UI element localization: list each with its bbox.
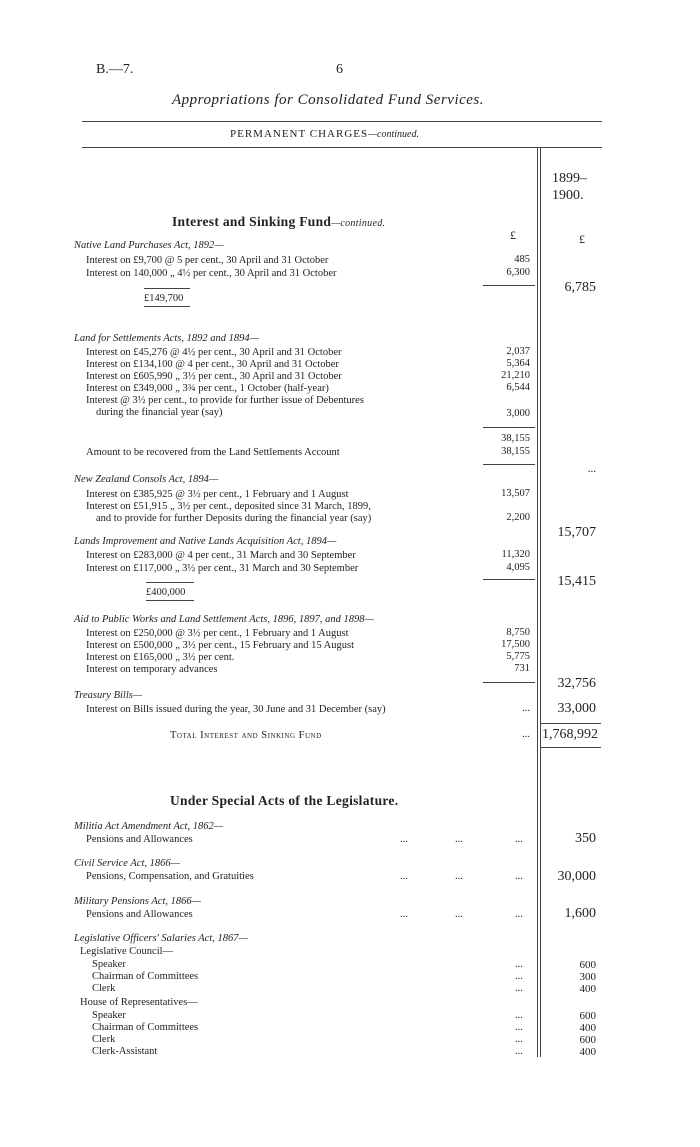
line-item: Interest on £9,700 @ 5 per cent., 30 April and 31 October [86, 255, 329, 266]
act-heading: Aid to Public Works and Land Settlement Acts, 1896, 1897, and 1898— [74, 614, 374, 625]
pound-sign: £ [510, 228, 516, 242]
leader-dots: ... [515, 983, 523, 994]
amount: 5,775 [506, 651, 530, 662]
line-item: and to provide for further Deposits during the financial year (say) [96, 513, 372, 524]
rule [483, 682, 535, 683]
grand-total: 1,768,992 [542, 727, 598, 742]
line-item: Interest on £51,915 „ 3½ per cent., deposited since 31 March, 1899, [86, 501, 371, 512]
year-column-header: 1899– 1900. [552, 171, 587, 203]
leader-dots: ... [455, 871, 463, 882]
year-total: 600 [579, 1010, 596, 1022]
line-item: Clerk [92, 1034, 116, 1045]
rule [82, 147, 602, 148]
amount: 8,750 [506, 627, 530, 638]
amount: 38,155 [501, 446, 530, 457]
rule [483, 427, 535, 428]
line-item: Interest on Bills issued during the year, 30 June and 31 December (say) [86, 704, 386, 715]
year-total: 600 [579, 1034, 596, 1046]
act-heading: Land for Settlements Acts, 1892 and 1894— [74, 333, 260, 344]
subtotal: 38,155 [501, 433, 530, 444]
leader-dots: ... [515, 871, 523, 882]
leader-dots: ... [400, 834, 408, 845]
rule [483, 464, 535, 465]
leader-dots: ... [515, 1010, 523, 1021]
line-item: Interest on £283,000 @ 4 per cent., 31 March and 30 September [86, 550, 356, 561]
principal-total: £149,700 [144, 293, 184, 304]
leader-dots: ... [400, 871, 408, 882]
amount: 4,095 [506, 562, 530, 573]
grand-total-label: Total Interest and Sinking Fund [170, 730, 322, 741]
year-total: 33,000 [557, 701, 596, 716]
amount: 13,507 [501, 488, 530, 499]
line-item: during the financial year (say) [96, 407, 223, 418]
act-heading: Military Pensions Act, 1866— [74, 896, 201, 907]
line-item: Interest on £45,276 @ 4½ per cent., 30 April and 31 October [86, 347, 342, 358]
leader-dots: ... [400, 909, 408, 920]
year-total: 6,785 [564, 280, 596, 295]
line-item: Interest on 140,000 „ 4½ per cent., 30 April and 31 October [86, 268, 337, 279]
rule [146, 582, 194, 583]
column-divider [540, 147, 541, 1057]
amount: 3,000 [506, 408, 530, 419]
act-heading: Native Land Purchases Act, 1892— [74, 240, 224, 251]
page-title: Appropriations for Consolidated Fund Services. [172, 92, 485, 108]
leader-dots: ... [515, 971, 523, 982]
line-item: Interest on £349,000 „ 3¾ per cent., 1 October (half-year) [86, 383, 329, 394]
amount: ... [522, 729, 530, 740]
year-total: 15,707 [557, 525, 596, 540]
amount: 6,544 [506, 382, 530, 393]
leader-dots: ... [515, 1046, 523, 1057]
amount: ... [522, 703, 530, 714]
line-item: Interest on £500,000 „ 3½ per cent., 15 February and 15 August [86, 640, 354, 651]
amount: 6,300 [506, 267, 530, 278]
amount: 2,200 [506, 512, 530, 523]
amount: 11,320 [501, 549, 530, 560]
leader-dots: ... [515, 1034, 523, 1045]
year-total: 350 [575, 831, 596, 846]
rule [82, 121, 602, 122]
year-total: 15,415 [557, 574, 596, 589]
year-total: 1,600 [564, 906, 596, 921]
leader-dots: ... [515, 1022, 523, 1033]
line-item: Interest on £385,925 @ 3½ per cent., 1 February and 1 August [86, 489, 349, 500]
line-item: Chairman of Committees [92, 971, 199, 982]
leader-dots: ... [515, 909, 523, 920]
line-item: Clerk [92, 983, 116, 994]
year-total: 400 [579, 1046, 596, 1058]
line-item: Pensions, Compensation, and Gratuities [86, 871, 254, 882]
rule [146, 600, 194, 601]
amount: 731 [514, 663, 530, 674]
act-heading: Treasury Bills— [74, 690, 143, 701]
amount: 5,364 [506, 358, 530, 369]
line-item: Interest on £117,000 „ 3½ per cent., 31 March and 30 September [86, 563, 359, 574]
rule [541, 747, 601, 748]
amount: 485 [514, 254, 530, 265]
amount: 17,500 [501, 639, 530, 650]
rule [541, 723, 601, 724]
year-total: 400 [579, 1022, 596, 1034]
act-heading: Lands Improvement and Native Lands Acquisition Act, 1894— [74, 536, 337, 547]
subheading: Legislative Council— [80, 946, 174, 957]
act-heading: New Zealand Consols Act, 1894— [74, 474, 219, 485]
principal-total: £400,000 [146, 587, 186, 598]
leader-dots: ... [515, 959, 523, 970]
amount: 2,037 [506, 346, 530, 357]
line-item: Clerk-Assistant [92, 1046, 158, 1057]
line-item: Speaker [92, 959, 126, 970]
line-item: Interest on £134,100 @ 4 per cent., 30 April and 31 October [86, 359, 339, 370]
line-item: Chairman of Committees [92, 1022, 199, 1033]
section-heading: Interest and Sinking Fund—continued. [172, 214, 386, 229]
pound-sign: £ [579, 232, 585, 246]
year-total: 400 [579, 983, 596, 995]
line-item: Amount to be recovered from the Land Settlements Account [86, 447, 340, 458]
year-total: 300 [579, 971, 596, 983]
rule [144, 288, 190, 289]
document-ref: B.—7. [96, 62, 134, 77]
leader-dots: ... [455, 909, 463, 920]
page-number: 6 [336, 62, 343, 77]
leader-dots: ... [455, 834, 463, 845]
year-total: ... [587, 463, 596, 475]
rule [483, 285, 535, 286]
amount: 21,210 [501, 370, 530, 381]
line-item: Interest @ 3½ per cent., to provide for further issue of Debentures [86, 395, 364, 406]
line-item: Interest on £250,000 @ 3½ per cent., 1 February and 1 August [86, 628, 349, 639]
line-item: Pensions and Allowances [86, 909, 193, 920]
subheading: House of Representatives— [80, 997, 198, 1008]
rule [144, 306, 190, 307]
page-subtitle: PERMANENT CHARGES—continued. [230, 128, 419, 140]
act-heading: Militia Act Amendment Act, 1862— [74, 821, 224, 832]
year-total: 32,756 [557, 676, 596, 691]
line-item: Pensions and Allowances [86, 834, 193, 845]
rule [483, 579, 535, 580]
year-total: 600 [579, 959, 596, 971]
section-heading: Under Special Acts of the Legislature. [170, 793, 399, 808]
column-divider [537, 147, 538, 1057]
act-heading: Legislative Officers' Salaries Act, 1867— [74, 933, 248, 944]
line-item: Interest on temporary advances [86, 664, 218, 675]
act-heading: Civil Service Act, 1866— [74, 858, 180, 869]
leader-dots: ... [515, 834, 523, 845]
line-item: Interest on £165,000 „ 3½ per cent. [86, 652, 235, 663]
line-item: Interest on £605,990 „ 3½ per cent., 30 April and 31 October [86, 371, 342, 382]
year-total: 30,000 [557, 869, 596, 884]
line-item: Speaker [92, 1010, 126, 1021]
